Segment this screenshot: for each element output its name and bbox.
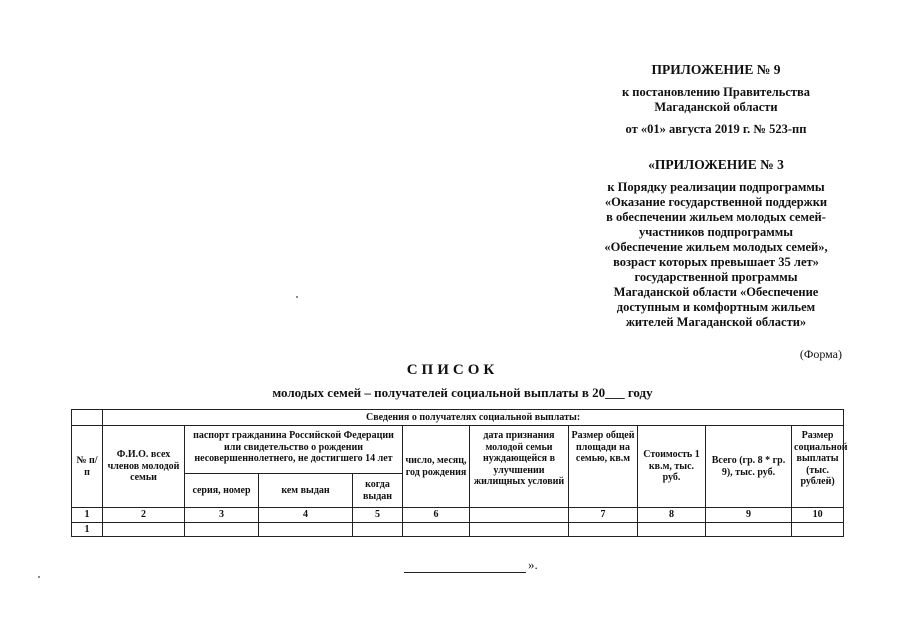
list-subtitle: молодых семей – получателей социальной выплаты в 20___ году: [272, 385, 653, 400]
col-header-recognition: дата признания молодой семьи нуждающейся в улучшении жилищных условий: [470, 426, 569, 508]
column-number: 2: [103, 508, 185, 523]
annex-3-line: «Обеспечение жильем молодых семей»,: [604, 240, 828, 254]
annex-3-line: к Порядку реализации подпрограммы: [607, 180, 825, 194]
col-header-fio: Ф.И.О. всех членов молодой семьи: [103, 426, 185, 508]
col-header-payment: Размер социальной выплаты (тыс. рублей): [792, 426, 844, 508]
col-header-cost: Стоимость 1 кв.м, тыс. руб.: [638, 426, 706, 508]
annex-3-line: участников подпрограммы: [639, 225, 793, 239]
annex-3-title: «ПРИЛОЖЕНИЕ № 3: [648, 157, 784, 172]
scan-speck: [38, 576, 40, 578]
annex-9-header: [556, 62, 876, 137]
table-cell: [103, 523, 185, 537]
annex-3-line: в обеспечении жильем молодых семей-: [606, 210, 826, 224]
col-header-series: серия, номер: [185, 474, 259, 508]
row-number: 1: [72, 523, 103, 537]
column-numbers-row: [72, 508, 844, 523]
col-header-passport: паспорт гражданина Российской Федерации или свидетельство о рождении несовершеннолетнего, не достигшего 14 лет: [185, 426, 403, 474]
annex-3-line: жителей Магаданской области»: [625, 315, 807, 329]
annex-9-line: Магаданской области: [654, 100, 778, 114]
column-number: 4: [259, 508, 353, 523]
column-number: 8: [638, 508, 706, 523]
annex-3-line: Магаданской области «Обеспечение: [613, 285, 819, 299]
annex-3-line: возраст которых превышает 35 лет»: [613, 255, 819, 269]
table-cell: [353, 523, 403, 537]
column-number: 3: [185, 508, 259, 523]
column-number: 1: [72, 508, 103, 523]
table-cell: [403, 523, 470, 537]
annex-3-line: «Оказание государственной поддержки: [604, 195, 828, 209]
annex-9-line: к постановлению Правительства: [621, 85, 811, 99]
table-cell: [569, 523, 638, 537]
table-row: [72, 523, 844, 537]
annex-3-header: [556, 157, 876, 330]
table-cell: [792, 523, 844, 537]
column-number: 7: [569, 508, 638, 523]
col-header-birthdate: число, месяц, год рождения: [403, 426, 470, 508]
column-number: 9: [706, 508, 792, 523]
signature-blank: [404, 562, 526, 573]
col-header-issued-by: кем выдан: [259, 474, 353, 508]
col-header-total: Всего (гр. 8 * гр. 9), тыс. руб.: [706, 426, 792, 508]
column-number: 5: [353, 508, 403, 523]
table-cell: [638, 523, 706, 537]
column-number: 10: [792, 508, 844, 523]
annex-3-line: доступным и комфортным жильем: [616, 300, 816, 314]
list-title: СПИСОК: [406, 362, 499, 378]
closing-line: [404, 557, 538, 573]
table-cell: [706, 523, 792, 537]
scan-speck: [296, 296, 298, 298]
form-note: (Форма): [799, 347, 842, 361]
column-number: [470, 508, 569, 523]
annex-9-line: от «01» августа 2019 г. № 523-пп: [625, 122, 807, 136]
recipients-table: [71, 409, 848, 537]
col-header-num: № п/п: [72, 426, 103, 508]
col-header-issued-when: когда выдан: [353, 474, 403, 508]
annex-3-line: государственной программы: [634, 270, 798, 284]
annex-9-title: ПРИЛОЖЕНИЕ № 9: [651, 62, 781, 77]
col-header-area: Размер общей площади на семью, кв.м: [569, 426, 638, 508]
column-number: 6: [403, 508, 470, 523]
table-cell: [259, 523, 353, 537]
table-cell: [470, 523, 569, 537]
closing-text: ».: [528, 557, 538, 572]
group-header: Сведения о получателях социальной выплаты:: [103, 410, 844, 426]
table-cell: [185, 523, 259, 537]
table-corner-cell: [72, 410, 103, 426]
